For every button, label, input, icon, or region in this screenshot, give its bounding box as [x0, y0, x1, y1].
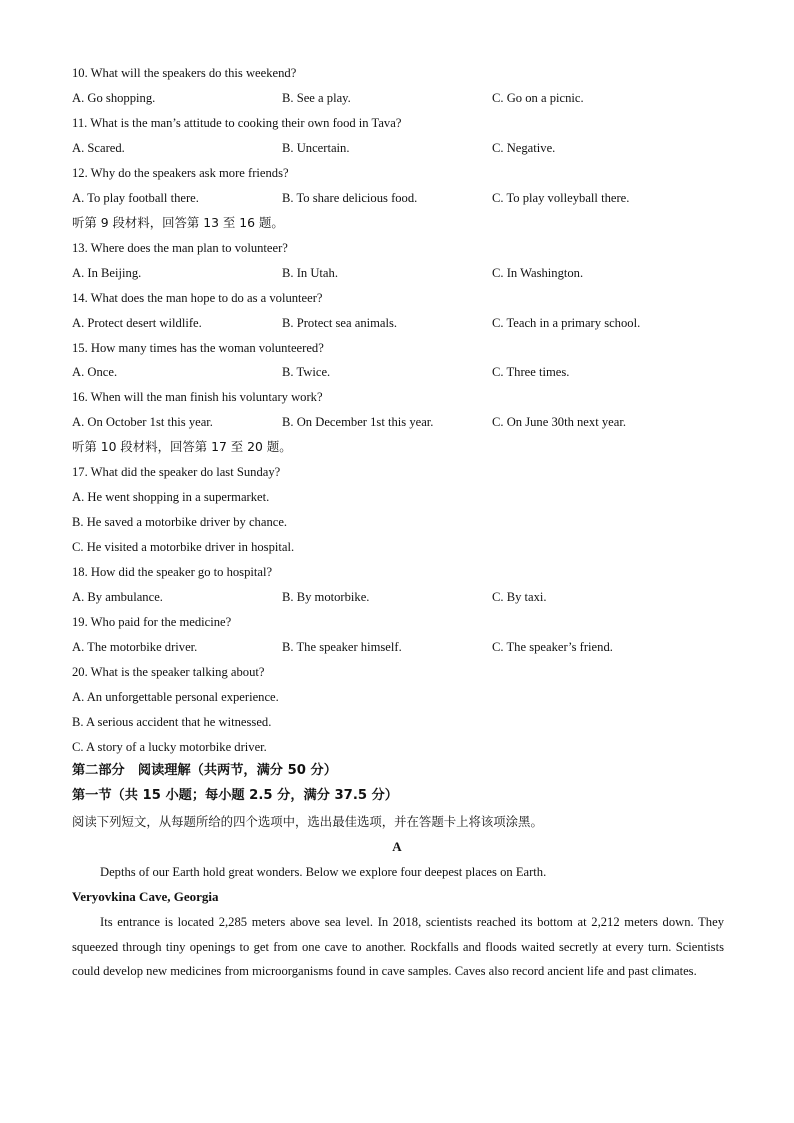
option-c: C. Three times.	[492, 365, 570, 379]
reading-instruction: 阅读下列短文，从每题所给的四个选项中，选出最佳选项，并在答题卡上将该项涂黑。	[72, 814, 543, 829]
option-b: B. The speaker himself.	[282, 640, 402, 654]
option-b: B. In Utah.	[282, 266, 338, 280]
question-stem: 14. What does the man hope to do as a volunteer?	[72, 291, 323, 305]
option-a: A. In Beijing.	[72, 266, 142, 280]
passage-label: A	[392, 839, 402, 854]
option-b: B. Protect sea animals.	[282, 316, 398, 330]
option-a: A. An unforgettable personal experience.	[72, 690, 279, 704]
material-instruction: 听第 10 段材料，回答第 17 至 20 题。	[72, 439, 292, 454]
option-b: B. On December 1st this year.	[282, 415, 434, 429]
question-stem: 17. What did the speaker do last Sunday?	[72, 465, 281, 479]
option-b: B. See a play.	[282, 91, 351, 105]
option-c: C. A story of a lucky motorbike driver.	[72, 740, 267, 754]
option-a: A. On October 1st this year.	[72, 415, 213, 429]
option-b: B. He saved a motorbike driver by chance.	[72, 515, 288, 529]
option-b: B. To share delicious food.	[282, 191, 418, 205]
option-a: A. He went shopping in a supermarket.	[72, 490, 270, 504]
option-a: A. The motorbike driver.	[72, 640, 198, 654]
option-c: C. Go on a picnic.	[492, 91, 584, 105]
passage-intro: Depths of our Earth hold great wonders. Below we explore four deepest places on Earth.	[100, 865, 547, 879]
question-stem: 16. When will the man finish his voluntary work?	[72, 390, 323, 404]
question-stem: 11. What is the man’s attitude to cooking their own food in Tava?	[72, 116, 402, 130]
question-stem: 10. What will the speakers do this weekend?	[72, 66, 297, 80]
option-a: A. Protect desert wildlife.	[72, 316, 202, 330]
option-c: C. In Washington.	[492, 266, 584, 280]
option-b: B. A serious accident that he witnessed.	[72, 715, 272, 729]
option-b: B. Twice.	[282, 365, 331, 379]
option-c: C. By taxi.	[492, 590, 547, 604]
option-b: B. By motorbike.	[282, 590, 370, 604]
question-stem: 12. Why do the speakers ask more friends?	[72, 166, 289, 180]
question-stem: 20. What is the speaker talking about?	[72, 665, 265, 679]
option-a: A. Scared.	[72, 141, 125, 155]
option-c: C. He visited a motorbike driver in hospital.	[72, 540, 295, 554]
option-c: C. Negative.	[492, 141, 556, 155]
option-c: C. The speaker’s friend.	[492, 640, 613, 654]
question-stem: 15. How many times has the woman volunteered?	[72, 341, 324, 355]
passage-paragraph: Its entrance is located 2,285 meters above sea level. In 2018, scientists reached its bottom at 2,212 meters down. They squeezed through tiny openings to get from one cave to another. Rockfalls and floods waited secretly at every turn. Scientists could develop new medicines from microorganisms found in cave samples. Caves also record ancient life and past climates.	[72, 915, 724, 979]
question-stem: 18. How did the speaker go to hospital?	[72, 565, 273, 579]
part-title: 第二部分 阅读理解（共两节，满分 50 分）	[72, 763, 337, 778]
option-c: C. Teach in a primary school.	[492, 316, 641, 330]
passage-subheading: Veryovkina Cave, Georgia	[72, 889, 219, 904]
question-stem: 19. Who paid for the medicine?	[72, 615, 232, 629]
option-b: B. Uncertain.	[282, 141, 350, 155]
section-title: 第一节（共 15 小题；每小题 2.5 分，满分 37.5 分）	[72, 788, 398, 803]
material-instruction: 听第 9 段材料，回答第 13 至 16 题。	[72, 215, 284, 230]
option-a: A. By ambulance.	[72, 590, 163, 604]
option-c: C. To play volleyball there.	[492, 191, 630, 205]
option-a: A. To play football there.	[72, 191, 199, 205]
option-c: C. On June 30th next year.	[492, 415, 626, 429]
option-a: A. Go shopping.	[72, 91, 156, 105]
question-stem: 13. Where does the man plan to volunteer?	[72, 241, 288, 255]
option-a: A. Once.	[72, 365, 118, 379]
